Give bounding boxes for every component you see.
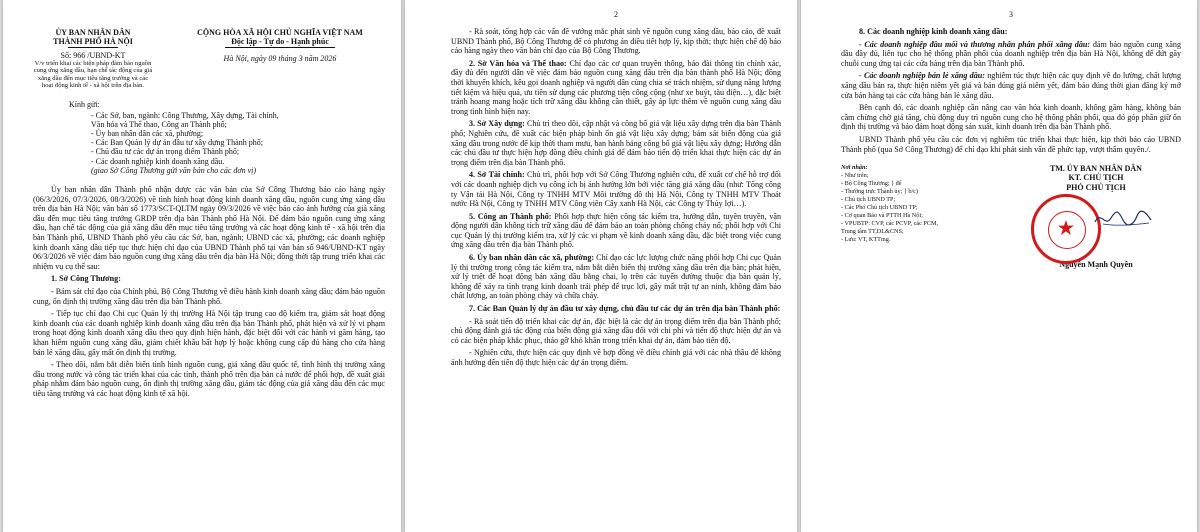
distribution-item: - Các Phó Chủ tịch UBND TP; [841, 204, 918, 212]
section-8a-title: - Các doanh nghiệp đầu mối và thương nhân phân phối xăng dầu: [859, 39, 1091, 49]
section-8a-paragraph [841, 40, 1181, 69]
recipients-label: Kính gửi: [69, 99, 100, 109]
distribution-item: Trung tâm TT,DL&CNS; [841, 228, 904, 236]
closing-paragraph: UBND Thành phố yêu cầu các đơn vị nghiêm túc triển khai thực hiện, kịp thời báo cáo UBND Thành phố (qua Sở Công Thương) để chỉ đạo khi phát sinh vấn đề phức tạp, vượt thẩm quyền./. [841, 134, 1181, 154]
signature-title-3: PHÓ CHỦ TỊCH [1066, 182, 1126, 192]
section-6-text: Chỉ đạo các lực lượng chức năng phối hợp Chi cục Quản lý thị trường trong công tác kiểm tra, nắm bắt diễn biến thị trường xăng dầu trên địa bàn; phát hiện, xử lý triệt để hoạt động bán xăng dầu bằng chai, lọ trên các tuyến đường thuộc địa bàn quản lý, không để xảy ra tình trạng kinh doanh trái phép để trục lợi, gây mất trật tự an ninh, không đảm bảo chất lượng, an toàn phòng cháy và chữa cháy. [451, 253, 781, 301]
signature-title-1: TM. ỦY BAN NHÂN DÂN [1050, 164, 1142, 174]
section-5-title: 5. Công an Thành phố: [469, 211, 552, 221]
section-7-paragraph: - Nghiên cứu, thực hiện các quy định về hợp đồng về điều chỉnh giá với các nhà thầu để không ảnh hưởng đến tiến độ thực hiện các dự án trọng điểm. [451, 348, 781, 367]
recipients-block [33, 100, 385, 175]
section-5-paragraph [451, 212, 781, 250]
document-header [33, 28, 385, 90]
section-1-paragraph: - Theo dõi, nắm bắt diễn biến tình hình nguồn cung, giá xăng dầu quốc tế, tình hình thị trường xăng dầu trong nước và công tác triển khai của các tỉnh, thành phố trên địa bàn cả nước để phối hợp, đề xuất giải pháp nhằm đảm bảo nguồn cung, ổn định thị trường xăng dầu, giảm tác động của giá xăng dầu đến các mục tiêu tăng trưởng và các hoạt động kinh tế xã hội. [33, 360, 385, 398]
section-1-title: 1. Sở Công Thương: [51, 274, 121, 284]
distribution-item: - Như trên; [841, 172, 869, 180]
document-page-3 [801, 0, 1197, 532]
closing-paragraph: Bên cạnh đó, các doanh nghiệp cần nâng cao văn hóa kinh doanh, không găm hàng, không bán cầm chừng chờ giá tăng, chủ động duy trì nguồn cung cho hệ thống phân phối, qua đó góp phần giữ ổn định thị trường và bảo đảm hoạt động sản xuất, kinh doanh trên địa bàn Thành phố. [841, 103, 1181, 132]
section-5-text: Phối hợp thực hiện công tác kiểm tra, hướng dẫn, tuyên truyền, vận động người dân không tích trữ xăng dầu để đảm bảo an toàn phòng chống cháy nổ; phối hợp với Chi cục Quản lý thị trường kiểm tra, xử lý các vi phạm về kinh doanh xăng dầu, đặc biệt trong việc cung ứng xăng dầu trên địa bàn Thành phố. [451, 211, 782, 250]
section-8b-title: - Các doanh nghiệp bán lẻ xăng dầu: [859, 71, 985, 81]
section-8a-text: đảm bảo nguồn cung xăng dầu đầy đủ, liên tục cho hệ thống phân phối của doanh nghiệp trên địa bàn Hà Nội, không để đứt gãy chuỗi cung ứng tại các cửa hàng trên địa bàn Thành phố. [841, 39, 1181, 68]
section-2-paragraph [451, 59, 781, 117]
distribution-list [841, 164, 991, 269]
divider [225, 47, 335, 48]
document-page-2 [405, 0, 797, 532]
section-2-text: Chỉ đạo các cơ quan truyền thông, báo đài thông tin chính xác, đầy đủ đến người dân về việc đảm bảo nguồn cung xăng dầu trên địa bàn thành phố Hà Nội; đồng thời khuyến khích, kêu gọi doanh nghiệp và người dân cùng chia sẻ trách nhiệm, sử dụng năng lượng tiết kiệm và hiệu quả, ưu tiên sử dụng các phương tiện công cộng (như xe buýt, tàu điện…), đặc biệt tránh hoang mang hoặc tích trữ xăng dầu không cần thiết, gây áp lực thêm về nguồn cung xăng dầu trong tình hình hiện nay. [451, 58, 781, 116]
section-8b-paragraph [841, 71, 1181, 100]
distribution-item: - Thường trực Thành ủy; } b/c) [841, 188, 918, 196]
recipient-line: - Chủ đầu tư các dự án trọng điểm Thành phố; [91, 147, 240, 157]
issuing-authority [33, 28, 153, 90]
red-seal-stamp [1031, 194, 1101, 264]
section-2-title: 2. Sở Văn hóa và Thể thao: [469, 58, 567, 68]
section-4-text: Chủ trì, phối hợp với Sở Công Thương nghiên cứu, đề xuất cơ chế hỗ trợ đối với các doanh nghiệp dịch vụ công ích bị ảnh hưởng lớn bởi việc tăng giá xăng dầu (như: Tổng công ty Vận tải Hà Nội, Công ty TNHH MTV Môi trường đô thị Hà Nội, Công ty TNHH MTV Thoát nước Hà Nội, Công ty TNHH MTV Công viên Cây xanh Hà Nội, các Công ty Thủy lợi…). [451, 170, 781, 209]
section-3-paragraph [451, 119, 781, 167]
document-footer [841, 164, 1181, 269]
distribution-item: - VPUBTP: CVP, các PCVP, các PCM, [841, 220, 939, 228]
distribution-item: - Bộ Công Thương; } để [841, 180, 902, 188]
section-7-paragraph: - Rà soát tiến độ triển khai các dự án, đặc biệt là các dự án trọng điểm trên địa bàn Thành phố; chủ động đánh giá tác động của biến động giá xăng dầu đối với chi phí và tiến độ thực hiện dự án và có các biện pháp khắc phục, tháo gỡ khó khăn trong triển khai dự án, đảm bảo tiến độ. [451, 316, 781, 345]
handwritten-signature [1093, 206, 1153, 230]
section-1-paragraph: - Tiếp tục chỉ đạo Chi cục Quản lý thị trường Hà Nội tập trung cao độ kiểm tra, giám sát hoạt động kinh doanh của các doanh nghiệp kinh doanh xăng dầu trên địa bàn Thành phố, phát hiện và xử lý vi phạm trong hoạt động kinh doanh xăng dầu theo quy định hiện hành, đặc biệt đối với các hành vi găm hàng, tạo khan hiếm nguồn cung xăng dầu, giám chiết khấu bất hợp lý hoặc không cung cấp đủ hàng cho cửa hàng bán lẻ xăng dầu, gây mất ổn định thị trường. [33, 309, 385, 357]
recipient-line: - Ủy ban nhân dân các xã, phường; [91, 129, 204, 139]
org-line-1: ỦY BAN NHÂN DÂN [55, 28, 131, 37]
national-motto [175, 28, 385, 90]
section-3-title: 3. Sở Xây dựng: [469, 119, 525, 129]
section-8-title: 8. Các doanh nghiệp kinh doanh xăng dầu: [859, 27, 1008, 36]
section-6-paragraph [451, 253, 781, 301]
recipient-note: (giao Sở Công Thương gửi văn bản cho các đơn vị) [91, 165, 257, 175]
signature-block [1011, 164, 1181, 269]
org-line-2: THÀNH PHỐ HÀ NỘI [53, 37, 133, 46]
nation-motto: Độc lập - Tự do - Hạnh phúc [231, 37, 329, 46]
distribution-item: - Cơ quan Báo và PTTH Hà Nội; [841, 212, 923, 220]
section-4-paragraph [451, 170, 781, 208]
seal-star-icon: ★ [1057, 217, 1075, 238]
section-7-title: 7. Các Ban Quản lý dự án đầu tư xây dựng, chủ đầu tư các dự án trên địa bàn Thành phố: [469, 304, 781, 314]
page-number: 3 [1009, 10, 1013, 19]
distribution-item: - Lưu: VT, KTTmg. [841, 236, 891, 244]
distribution-item: - Chủ tịch UBND TP; [841, 196, 896, 204]
section-8b-text: nghiêm túc thực hiện các quy định về đo lường, chất lượng xăng dầu bán ra, thực hiện niêm yết giá và bán đúng giá niêm yết, đảm bảo đúng thời gian đăng ký mở cửa bán hàng tại các cửa hàng bán lẻ xăng dầu. [841, 71, 1181, 100]
page-number: 2 [614, 10, 618, 19]
nation-name: CỘNG HÒA XÃ HỘI CHỦ NGHĨA VIỆT NAM [197, 28, 363, 37]
document-subject: V/v triển khai các biện pháp đảm bảo nguồn cung ứng xăng dầu, hạn chế tác động của giá xăng dầu đến mục tiêu tăng trưởng và các hoạt động kinh tế - xã hội trên địa bàn. [33, 60, 153, 90]
divider [68, 47, 118, 48]
intro-paragraph: Ủy ban nhân dân Thành phố nhận được các văn bản của Sở Công Thương báo cáo hàng ngày (06/3/2026, 07/3/2026, 08/3/2026) về tình hình hoạt động kinh doanh xăng dầu, nguồn cung ứng xăng dầu trên địa bàn Hà Nội; văn bản số 1773/SCT-QLTM ngày 09/3/2026 về việc báo cáo ảnh hưởng của giá xăng dầu đến mục tiêu tăng trưởng GRDP trên địa bàn Thành phố Hà Nội. Để đảm bảo nguồn cung ứng xăng dầu, hạn chế tác động của giá xăng dầu đến mục tiêu tăng trưởng và các hoạt động kinh tế - xã hội trên địa bàn Thành phố, UBND Thành phố yêu cầu các Sở, ban, ngành; UBND các xã, phường; các doanh nghiệp kinh doanh xăng dầu tiếp tục thực hiện chỉ đạo của UBND Thành phố tại văn bản số 946/UBND-KT ngày 06/3/2026 về việc đảm bảo nguồn cung ứng xăng dầu trên địa bàn Hà Nội; đồng thời tập trung triển khai các nhiệm vụ cụ thể sau: [33, 185, 385, 271]
distribution-label: Nơi nhận: [841, 164, 868, 172]
section-4-title: 4. Sở Tài chính: [469, 170, 525, 180]
document-number: Số: 966 /UBND-KT [60, 51, 126, 60]
signature-title-2: KT. CHỦ TỊCH [1068, 173, 1124, 183]
document-date: Hà Nội, ngày 09 tháng 3 năm 2026 [223, 54, 337, 63]
section-3-text: Chủ trì theo dõi, cập nhật và công bố giá vật liệu xây dựng trên địa bàn Thành phố; Nghiên cứu, đề xuất các biện pháp bình ổn giá vật liệu xây dựng; bám sát biến động của giá xăng dầu trong nước để kịp thời tham mưu, ban hành bảng công bố giá vật liệu xây dựng; Hướng dẫn các chủ đầu tư thực hiện hợp đồng điều chỉnh giá để đảm bảo tiến độ triển khai thực hiện các dự án trọng điểm trên địa bàn Thành phố. [451, 119, 781, 167]
recipient-line: - Các Ban Quản lý dự án đầu tư xây dựng Thành phố; [91, 138, 263, 148]
document-page-1 [3, 0, 401, 532]
section-1-paragraph: - Rà soát, tổng hợp các vấn đề vướng mắc phát sinh về nguồn cung xăng dầu, báo cáo, đề xuất UBND Thành phố, Bộ Công Thương để có phương án điều tiết hợp lý, kịp thời; thực hiện chế độ báo cáo hàng ngày theo văn bản chỉ đạo của Bộ Công Thương. [451, 27, 781, 56]
section-1-paragraph: - Bám sát chỉ đạo của Chính phủ, Bộ Công Thương về điều hành kinh doanh xăng dầu; đảm bảo nguồn cung, ổn định thị trường xăng dầu trên địa bàn Thành phố. [33, 286, 385, 306]
section-6-title: 6. Ủy ban nhân dân các xã, phường: [469, 253, 595, 263]
recipient-line: Văn hóa và Thể thao, Công an Thành phố; [91, 119, 227, 129]
recipient-line: - Các Sở, ban, ngành: Công Thương, Xây dựng, Tài chính, [91, 110, 279, 120]
recipient-line: - Các doanh nghiệp kinh doanh xăng dầu. [91, 156, 225, 166]
signer-name: Nguyễn Mạnh Quyền [1059, 259, 1133, 269]
